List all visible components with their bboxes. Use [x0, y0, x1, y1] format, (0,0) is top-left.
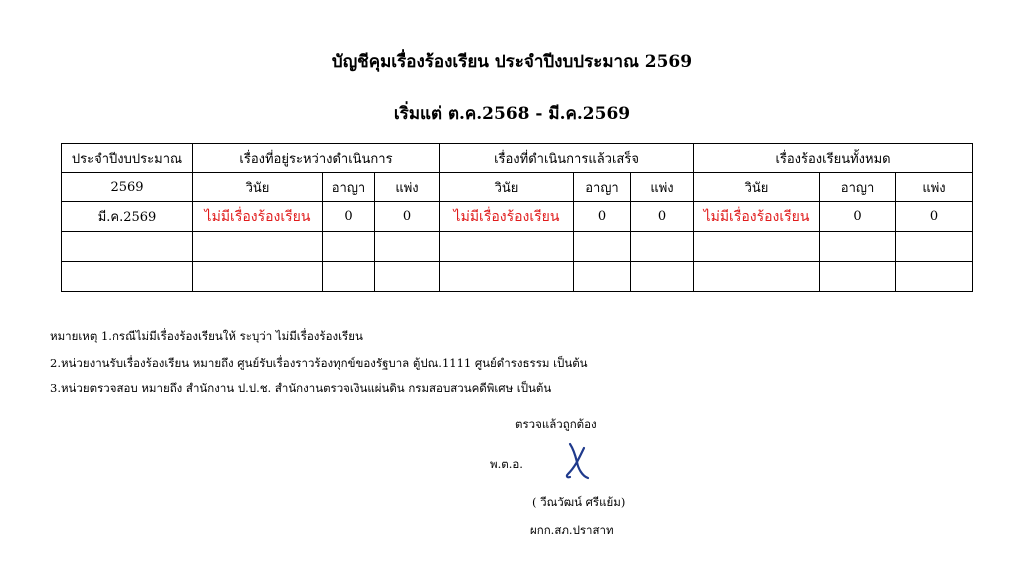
- table-cell: 0: [631, 202, 694, 232]
- note-1: หมายเหตุ 1.กรณีไม่มีเรื่องร้องเรียนให้ ระบุว่า ไม่มีเรื่องร้องเรียน: [50, 329, 363, 343]
- table-cell: [193, 232, 323, 262]
- group-in-progress: เรื่องที่อยู่ระหว่างดำเนินการ: [193, 144, 440, 173]
- subcol-civil: แพ่ง: [896, 173, 973, 202]
- table-header-row: [62, 144, 973, 173]
- table-cell: [631, 262, 694, 292]
- fiscal-year-value: 2569: [62, 173, 193, 202]
- table-subheader-row: [62, 173, 973, 202]
- table-cell: [62, 232, 193, 262]
- table-cell: [896, 262, 973, 292]
- table-cell: [440, 262, 574, 292]
- table-cell: [62, 262, 193, 292]
- subcol-discipline: วินัย: [440, 173, 574, 202]
- signer-title: ผกก.สภ.ปราสาท: [530, 523, 614, 537]
- table-cell: [820, 262, 896, 292]
- subcol-civil: แพ่ง: [375, 173, 440, 202]
- table-cell: 0: [820, 202, 896, 232]
- group-total: เรื่องร้องเรียนทั้งหมด: [694, 144, 973, 173]
- table-row: [62, 232, 973, 262]
- table-cell: [694, 262, 820, 292]
- table-cell: [323, 232, 375, 262]
- table-cell: [323, 262, 375, 292]
- table-row: [62, 262, 973, 292]
- table-cell: [896, 232, 973, 262]
- subcol-civil: แพ่ง: [631, 173, 694, 202]
- complaint-table: [61, 143, 973, 292]
- table-row: [62, 202, 973, 232]
- table-cell: [375, 232, 440, 262]
- table-cell: [820, 232, 896, 262]
- table-cell: [375, 262, 440, 292]
- page-subtitle: เริ่มแต่ ต.ค.2568 - มี.ค.2569: [393, 104, 631, 124]
- table-cell: 0: [896, 202, 973, 232]
- rank-abbrev: พ.ต.อ.: [490, 457, 523, 471]
- note-3: 3.หน่วยตรวจสอบ หมายถึง สำนักงาน ป.ป.ช. สำนักงานตรวจเงินแผ่นดิน กรมสอบสวนคดีพิเศษ เป็นต้น: [50, 381, 552, 395]
- note-2: 2.หน่วยงานรับเรื่องร้องเรียน หมายถึง ศูนย์รับเรื่องราวร้องทุกข์ของรัฐบาล ตู้ปณ.1111 ศูนย์ดำรงธรรม เป็นต้น: [50, 356, 588, 370]
- page-title: บัญชีคุมเรื่องร้องเรียน ประจำปีงบประมาณ 2569: [331, 52, 693, 72]
- table-cell: 0: [375, 202, 440, 232]
- table-cell: [440, 232, 574, 262]
- verified-text: ตรวจแล้วถูกต้อง: [515, 417, 597, 431]
- table-cell: [574, 232, 631, 262]
- subcol-criminal: อาญา: [820, 173, 896, 202]
- no-complaint-text: ไม่มีเรื่องร้องเรียน: [193, 202, 323, 232]
- no-complaint-text: ไม่มีเรื่องร้องเรียน: [440, 202, 574, 232]
- fiscal-year-label: ประจำปีงบประมาณ: [62, 144, 193, 173]
- handwritten-signature: [560, 440, 596, 482]
- table-cell: 0: [574, 202, 631, 232]
- subcol-discipline: วินัย: [694, 173, 820, 202]
- table-cell: [193, 262, 323, 292]
- row-month: มี.ค.2569: [62, 202, 193, 232]
- signer-name: ( วีณวัฒน์ ศรีแย้ม): [532, 495, 626, 509]
- table-cell: [631, 232, 694, 262]
- subcol-criminal: อาญา: [574, 173, 631, 202]
- no-complaint-text: ไม่มีเรื่องร้องเรียน: [694, 202, 820, 232]
- table-cell: [574, 262, 631, 292]
- subcol-discipline: วินัย: [193, 173, 323, 202]
- table-cell: 0: [323, 202, 375, 232]
- subcol-criminal: อาญา: [323, 173, 375, 202]
- table-cell: [694, 232, 820, 262]
- group-completed: เรื่องที่ดำเนินการแล้วเสร็จ: [440, 144, 694, 173]
